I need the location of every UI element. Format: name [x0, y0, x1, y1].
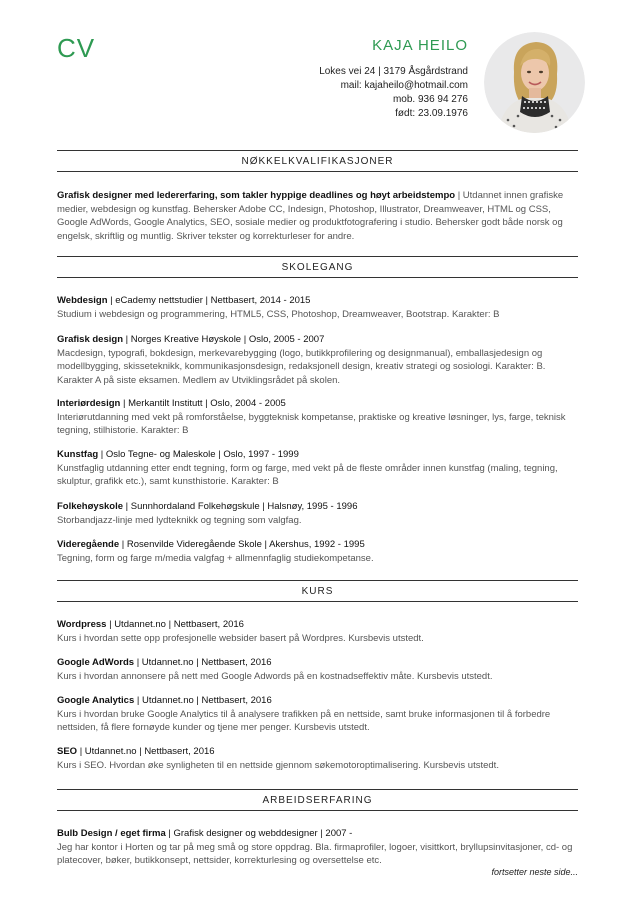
education-entry	[57, 333, 578, 387]
education-entry	[57, 397, 578, 438]
experience-entry	[57, 827, 578, 868]
birth-date: født: 23.09.1976	[395, 108, 468, 119]
entry-description: Tegning, form og farge m/media valgfag + allmennfaglig studiekompetanse.	[57, 552, 374, 564]
entry-title: Folkehøyskole	[57, 501, 123, 512]
entry-meta: | Merkantilt Institutt | Oslo, 2004 - 2005	[120, 398, 286, 409]
entry-title: Wordpress	[57, 619, 107, 630]
course-entry	[57, 745, 578, 772]
section-header-courses: KURS	[57, 580, 578, 602]
continued-note: fortsetter neste side...	[491, 867, 578, 877]
entry-title: Google Analytics	[57, 695, 135, 706]
entry-description: Interiørutdanning med vekt på romforståelse, byggteknisk kompetanse, praktiske og kreative løsninger, lys, farge, teknisk tegning, stilhistorie. Karakter: B	[57, 411, 566, 436]
entry-title: Google AdWords	[57, 657, 135, 668]
entry-meta: | Sunnhordaland Folkehøgskule | Halsnøy, 1995 - 1996	[123, 501, 358, 512]
email: mail: kajaheilo@hotmail.com	[340, 80, 468, 91]
education-entry	[57, 500, 578, 527]
entry-meta: | Utdannet.no | Nettbasert, 2016	[134, 657, 272, 668]
entry-meta: | Utdannet.no | Nettbasert, 2016	[106, 619, 244, 630]
entry-title: Grafisk design	[57, 334, 123, 345]
contact-block	[319, 38, 468, 121]
entry-title: Interiørdesign	[57, 398, 121, 409]
section-header-key-qualifications: NØKKELKVALIFIKASJONER	[57, 150, 578, 172]
entry-description: Macdesign, typografi, bokdesign, merkevarebygging (logo, butikkprofilering og designmanual), emballasjedesign og modellbygging, skisseteknikk, kommunikasjonsdesign, redaksjonell design, kreativ strategi og sosiologi. Karakter: B. Karakter A på siste eksamen. Medlem av Utviklingsrådet på skolen.	[57, 347, 546, 386]
entry-description: Kurs i SEO. Hvordan øke synligheten til en nettside gjennom søkemotoroptimalisering. Kursbevis utstedt.	[57, 759, 499, 771]
course-entry	[57, 694, 578, 735]
entry-meta: | Rosenvilde Videregående Skole | Akershus, 1992 - 1995	[119, 539, 365, 550]
entry-description: Kurs i hvordan bruke Google Analytics til å analysere trafikken på en nettside, samt bruke informasjonen til å forbedre nettsiden, få flere fornøyde kunder og tjene mer penger. Kursbevis utstedt.	[57, 708, 551, 733]
entry-meta: | eCademy nettstudier | Nettbasert, 2014 - 2015	[107, 295, 311, 306]
entry-meta: | Norges Kreative Høyskole | Oslo, 2005 - 2007	[123, 334, 325, 345]
entry-description: Kurs i hvordan annonsere på nett med Google Adwords på en kostnadseffektiv måte. Kursbevis utstedt.	[57, 670, 493, 682]
entry-title: SEO	[57, 746, 78, 757]
person-name: KAJA HEILO	[372, 37, 468, 54]
profile-photo	[484, 32, 585, 133]
entry-description: Kunstfaglig utdanning etter endt tegning, form og farge, med vekt på de fleste områder innen kunstfag (maling, tegning, skulptur, grafikk etc.), samt kunsthistorie. Karakter: B	[57, 462, 558, 487]
section-header-education: SKOLEGANG	[57, 256, 578, 278]
section-header-experience: ARBEIDSERFARING	[57, 789, 578, 811]
summary-paragraph	[57, 189, 578, 243]
summary-headline: Grafisk designer med ledererfaring, som takler hyppige deadlines og høyt arbeidstempo	[57, 190, 456, 201]
summary-text: | Utdannet innen grafiske medier, webdesign og kunstfag. Behersker Adobe CC, Indesign, Photoshop, Illustrator, Dreamweaver, HTML og CSS, Google AdWords, Google Analytics, SEO, sosiale medier og produktfotografering i studio. Behersker godt både norsk og engelsk, skriftlig og muntlig. Skriver tekster og korrekturleser for andre.	[57, 190, 564, 242]
entry-title: Kunstfag	[57, 449, 99, 460]
entry-description: Jeg har kontor i Horten og tar på meg små og store oppdrag. Bla. firmaprofiler, logoer, visittkort, bryllupsinvitasjoner, cd- og platecover, bøker, butikkonsept, nettsider, korrekturlesing og oversettelse etc.	[57, 841, 573, 866]
course-entry	[57, 618, 578, 645]
education-entry	[57, 538, 578, 565]
education-entry	[57, 294, 578, 321]
cv-label: CV	[57, 33, 96, 63]
entry-title: Webdesign	[57, 295, 108, 306]
entry-meta: | Oslo Tegne- og Maleskole | Oslo, 1997 - 1999	[98, 449, 299, 460]
entry-description: Studium i webdesign og programmering, HTML5, CSS, Photoshop, Dreamweaver, Bootstrap. Karakter: B	[57, 308, 500, 320]
entry-title: Bulb Design / eget firma	[57, 828, 166, 839]
address: Lokes vei 24 | 3179 Åsgårdstrand	[319, 66, 468, 77]
entry-meta: | Grafisk designer og webddesigner | 2007 -	[165, 828, 353, 839]
entry-description: Kurs i hvordan sette opp profesjonelle websider basert på Wordpres. Kursbevis utstedt.	[57, 632, 424, 644]
entry-meta: | Utdannet.no | Nettbasert, 2016	[77, 746, 215, 757]
course-entry	[57, 656, 578, 683]
entry-meta: | Utdannet.no | Nettbasert, 2016	[134, 695, 272, 706]
education-entry	[57, 448, 578, 489]
entry-description: Storbandjazz-linje med lydteknikk og tegning som valgfag.	[57, 514, 302, 526]
phone: mob. 936 94 276	[392, 94, 468, 105]
entry-title: Videregående	[57, 539, 120, 550]
